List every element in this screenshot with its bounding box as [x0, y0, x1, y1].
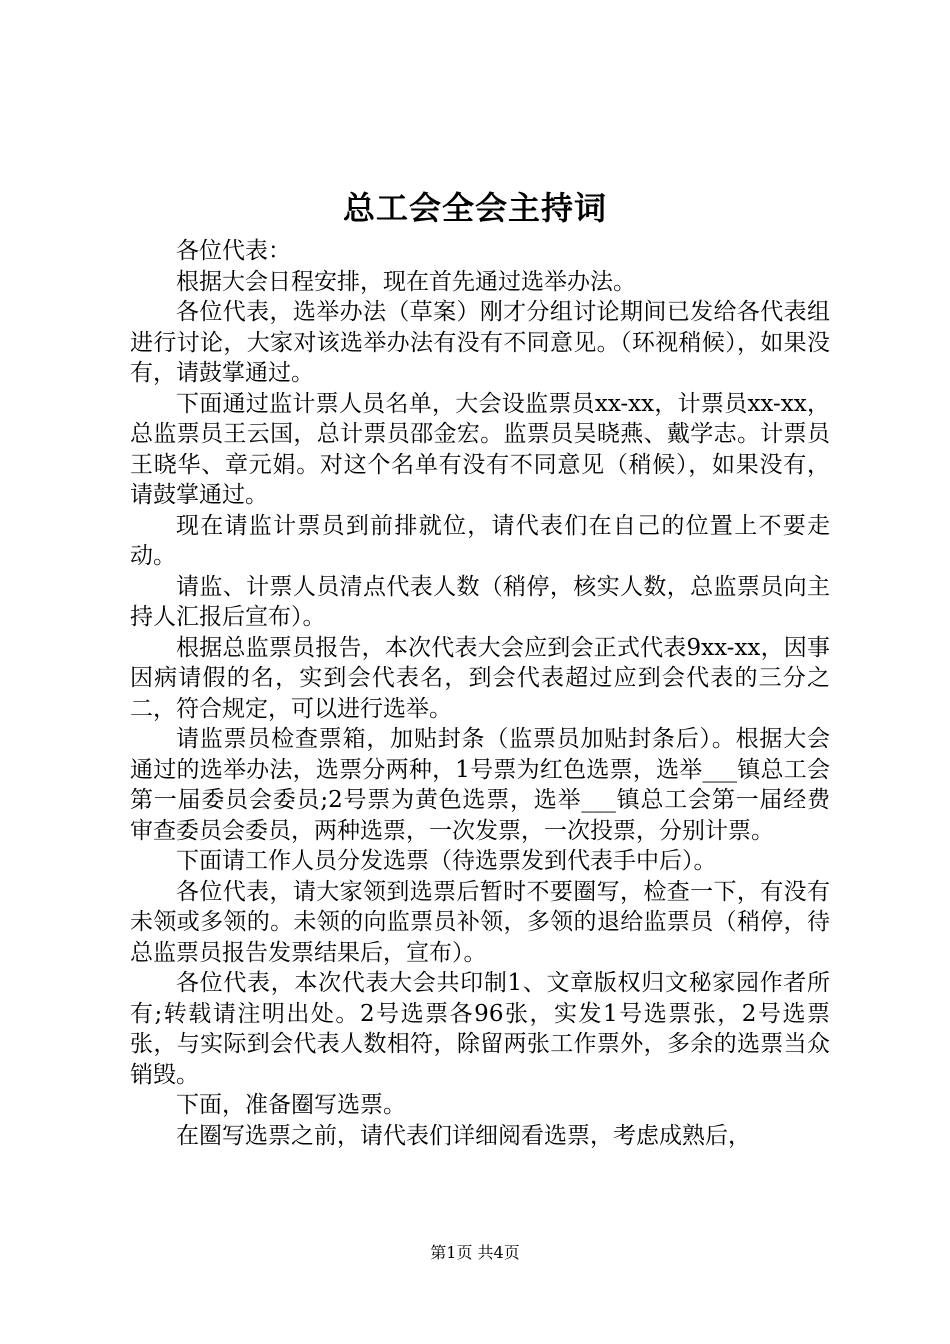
- paragraph: 根据总监票员报告，本次代表大会应到会正式代表9xx-xx，因事因病请假的名，实到会代表名，到会代表超过应到会代表的三分之二，符合规定，可以进行选举。: [130, 634, 830, 722]
- paragraph: 各位代表，选举办法（草案）刚才分组讨论期间已发给各代表组进行讨论，大家对该选举办法有没有不同意见。（环视稍候），如果没有，请鼓掌通过。: [130, 299, 830, 386]
- paragraph: 各位代表，请大家领到选票后暂时不要圈写，检查一下，有没有未领或多领的。未领的向监票员补领，多领的退给监票员（稍停，待总监票员报告发票结果后，宣布）。: [130, 878, 830, 966]
- document-title: 总工会全会主持词: [342, 189, 607, 227]
- paragraph: 请监票员检查票箱，加贴封条（监票员加贴封条后）。根据大会通过的选举办法，选票分两种，1号票为红色选票，选举___镇总工会第一届委员会委员;2号票为黄色选票，选举___镇总工会第一届经费审查委员会委员，两种选票，一次发票，一次投票，分别计票。: [130, 726, 830, 844]
- paragraph: 下面通过监计票人员名单，大会设监票员xx-xx，计票员xx-xx，总监票员王云国，总计票员邵金宏。监票员吴晓燕、戴学志。计票员王晓华、章元娟。对这个名单有没有不同意见（稍候），如果没有，请鼓掌通过。: [130, 390, 830, 508]
- page-number-footer: 第1页 共4页: [430, 1243, 520, 1262]
- paragraph: 各位代表：: [176, 238, 291, 264]
- paragraph: 根据大会日程安排，现在首先通过选举办法。: [176, 268, 636, 295]
- paragraph: 下面请工作人员分发选票（待选票发到代表手中后）。: [176, 848, 717, 874]
- paragraph: 各位代表，本次代表大会共印制1、文章版权归文秘家园作者所有;转载请注明出处。2号选票各96张，实发1号选票张，2号选票张，与实际到会代表人数相符，除留两张工作票外，多余的选票当众销毁。: [130, 970, 830, 1088]
- paragraph: 请监、计票人员清点代表人数（稍停，核实人数，总监票员向主持人汇报后宣布）。: [130, 573, 830, 630]
- paragraph: 现在请监计票员到前排就位，请代表们在自己的位置上不要走动。: [130, 512, 830, 569]
- document-body: [130, 236, 830, 1151]
- paragraph: 在圈写选票之前，请代表们详细阅看选票，考虑成熟后，: [176, 1122, 751, 1149]
- paragraph: 下面，准备圈写选票。: [176, 1092, 406, 1118]
